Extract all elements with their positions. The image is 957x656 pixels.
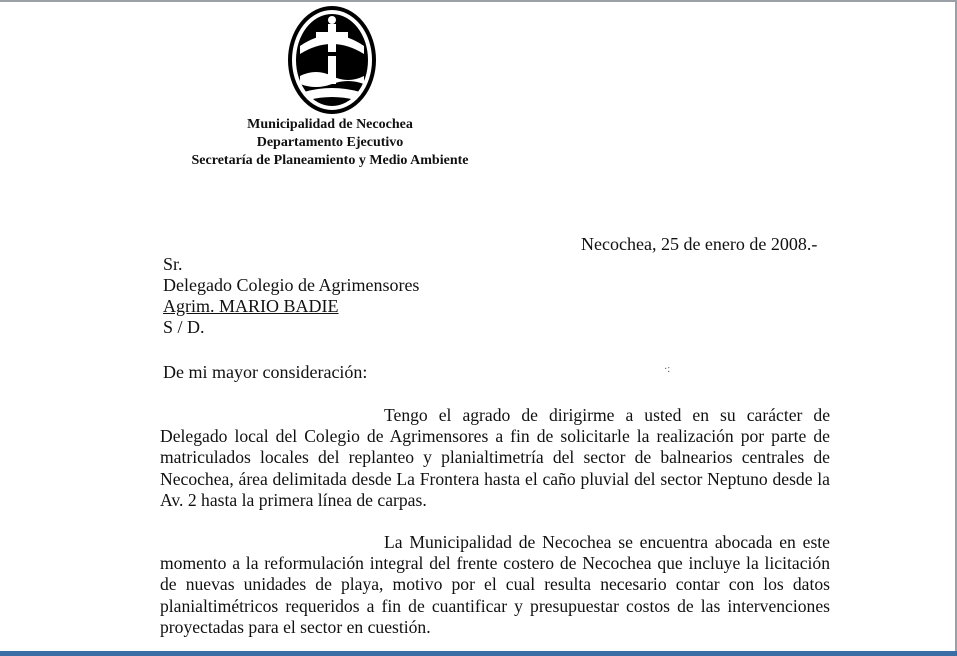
recipient-title: Delegado Colegio de Agrimensores bbox=[163, 275, 420, 295]
sd-s: S bbox=[163, 317, 174, 337]
paragraph-1 bbox=[160, 405, 830, 511]
sd-d: D. bbox=[187, 317, 205, 337]
scan-speck: ·: bbox=[664, 364, 671, 375]
paragraph-2-text: La Municipalidad de Necochea se encuentra abocada en este momento a la reformulación integral del frente costero de Necochea que incluye la licitación de nuevas unidades de playa, motivo por el cual resulta necesario contar con los datos planialtimétricos requeridos a fin de cuantificar y presupuestar costos de las intervenciones proyectadas para el sector en cuestión. bbox=[160, 532, 830, 637]
recipient-sd bbox=[163, 317, 345, 338]
salutation: De mi mayor consideración: bbox=[163, 362, 368, 382]
recipient-honorific: Sr. bbox=[163, 254, 183, 274]
letterhead-municipality: Municipalidad de Necochea bbox=[247, 117, 413, 132]
taskbar-strip bbox=[0, 651, 957, 656]
letterhead-secretariat: Secretaría de Planeamiento y Medio Ambiente bbox=[191, 153, 469, 168]
window-top-border bbox=[0, 0, 957, 2]
letterhead-department: Departamento Ejecutivo bbox=[256, 135, 404, 150]
recipient-name: Agrim. MARIO BADIE bbox=[163, 296, 339, 316]
paragraph-2 bbox=[160, 532, 830, 638]
paragraph-1-text: Tengo el agrado de dirigirme a usted en su carácter de Delegado local del Colegio de Agrimensores a fin de solicitarle la realización por parte de matriculados locales del replanteo y planialtimetría del sector de balnearios centrales de Necochea, área delimitada desde La Frontera hasta el caño pluvial del sector Neptuno desde la Av. 2 hasta la primera línea de carpas. bbox=[160, 405, 830, 510]
letterhead bbox=[150, 116, 510, 170]
recipient-block bbox=[163, 254, 419, 338]
letter-date: Necochea, 25 de enero de 2008.- bbox=[581, 234, 818, 254]
municipal-seal-icon bbox=[286, 4, 378, 116]
sd-slash: / bbox=[177, 317, 183, 337]
